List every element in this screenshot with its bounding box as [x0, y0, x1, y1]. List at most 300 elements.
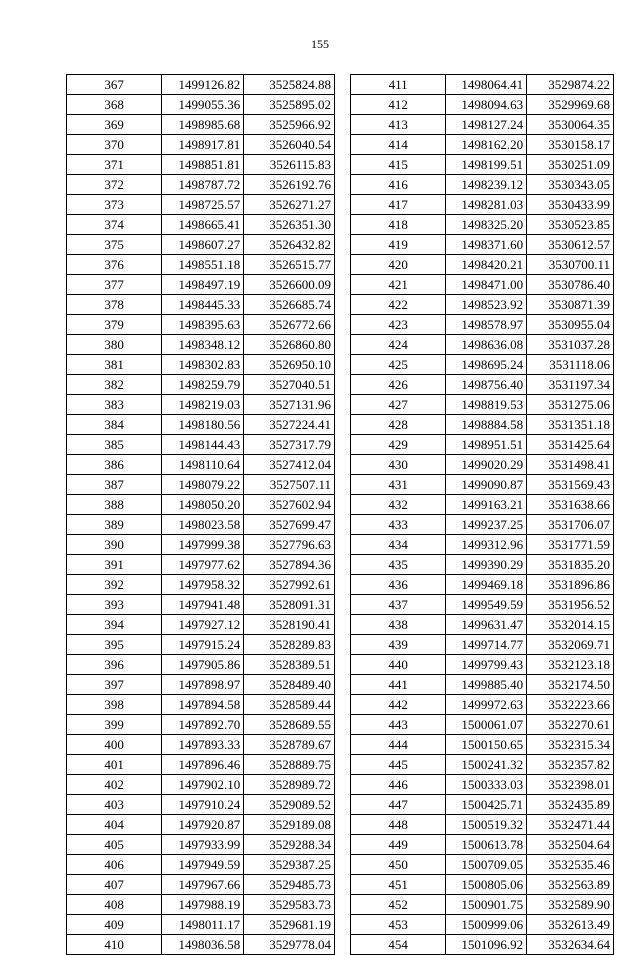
- point-number-cell: 399: [67, 715, 162, 735]
- x-coordinate-cell: 1498162.20: [446, 135, 527, 155]
- y-coordinate-cell: 3529089.52: [244, 795, 335, 815]
- x-coordinate-cell: 1498023.58: [162, 515, 244, 535]
- point-number-cell: 415: [351, 155, 446, 175]
- y-coordinate-cell: 3531956.52: [527, 595, 614, 615]
- x-coordinate-cell: 1499020.29: [446, 455, 527, 475]
- point-number-cell: 435: [351, 555, 446, 575]
- y-coordinate-cell: 3528989.72: [244, 775, 335, 795]
- y-coordinate-cell: 3531835.20: [527, 555, 614, 575]
- table-row: [67, 875, 335, 895]
- table-row: [351, 355, 614, 375]
- y-coordinate-cell: 3526600.09: [244, 275, 335, 295]
- x-coordinate-cell: 1497988.19: [162, 895, 244, 915]
- point-number-cell: 394: [67, 615, 162, 635]
- x-coordinate-cell: 1498497.19: [162, 275, 244, 295]
- table-row: [67, 595, 335, 615]
- point-number-cell: 453: [351, 915, 446, 935]
- table-row: [67, 95, 335, 115]
- y-coordinate-cell: 3527131.96: [244, 395, 335, 415]
- table-row: [67, 235, 335, 255]
- table-row: [351, 535, 614, 555]
- x-coordinate-cell: 1498064.41: [446, 75, 527, 95]
- y-coordinate-cell: 3532270.61: [527, 715, 614, 735]
- x-coordinate-cell: 1499163.21: [446, 495, 527, 515]
- point-number-cell: 422: [351, 295, 446, 315]
- x-coordinate-cell: 1500150.65: [446, 735, 527, 755]
- x-coordinate-cell: 1498985.68: [162, 115, 244, 135]
- point-number-cell: 431: [351, 475, 446, 495]
- y-coordinate-cell: 3530612.57: [527, 235, 614, 255]
- y-coordinate-cell: 3530786.40: [527, 275, 614, 295]
- y-coordinate-cell: 3526685.74: [244, 295, 335, 315]
- y-coordinate-cell: 3526040.54: [244, 135, 335, 155]
- y-coordinate-cell: 3529778.04: [244, 935, 335, 955]
- point-number-cell: 414: [351, 135, 446, 155]
- y-coordinate-cell: 3530064.35: [527, 115, 614, 135]
- table-row: [67, 555, 335, 575]
- y-coordinate-cell: 3526515.77: [244, 255, 335, 275]
- table-row: [67, 515, 335, 535]
- table-row: [67, 435, 335, 455]
- y-coordinate-cell: 3529387.25: [244, 855, 335, 875]
- point-number-cell: 370: [67, 135, 162, 155]
- y-coordinate-cell: 3527412.04: [244, 455, 335, 475]
- point-number-cell: 411: [351, 75, 446, 95]
- y-coordinate-cell: 3531771.59: [527, 535, 614, 555]
- point-number-cell: 449: [351, 835, 446, 855]
- table-row: [351, 215, 614, 235]
- x-coordinate-cell: 1499469.18: [446, 575, 527, 595]
- x-coordinate-cell: 1497894.58: [162, 695, 244, 715]
- y-coordinate-cell: 3529874.22: [527, 75, 614, 95]
- point-number-cell: 373: [67, 195, 162, 215]
- x-coordinate-cell: 1501096.92: [446, 935, 527, 955]
- x-coordinate-cell: 1498756.40: [446, 375, 527, 395]
- y-coordinate-cell: 3525824.88: [244, 75, 335, 95]
- x-coordinate-cell: 1498445.33: [162, 295, 244, 315]
- x-coordinate-cell: 1500425.71: [446, 795, 527, 815]
- table-row: [351, 935, 614, 955]
- table-row: [351, 655, 614, 675]
- point-number-cell: 426: [351, 375, 446, 395]
- y-coordinate-cell: 3530158.17: [527, 135, 614, 155]
- x-coordinate-cell: 1498011.17: [162, 915, 244, 935]
- x-coordinate-cell: 1497977.62: [162, 555, 244, 575]
- table-row: [351, 835, 614, 855]
- y-coordinate-cell: 3531569.43: [527, 475, 614, 495]
- y-coordinate-cell: 3532398.01: [527, 775, 614, 795]
- table-row: [351, 115, 614, 135]
- x-coordinate-cell: 1497905.86: [162, 655, 244, 675]
- y-coordinate-cell: 3528789.67: [244, 735, 335, 755]
- point-number-cell: 391: [67, 555, 162, 575]
- x-coordinate-cell: 1497892.70: [162, 715, 244, 735]
- x-coordinate-cell: 1498551.18: [162, 255, 244, 275]
- y-coordinate-cell: 3532471.44: [527, 815, 614, 835]
- y-coordinate-cell: 3526772.66: [244, 315, 335, 335]
- x-coordinate-cell: 1499312.96: [446, 535, 527, 555]
- table-row: [67, 295, 335, 315]
- table-row: [351, 555, 614, 575]
- table-row: [67, 715, 335, 735]
- x-coordinate-cell: 1498951.51: [446, 435, 527, 455]
- x-coordinate-cell: 1498695.24: [446, 355, 527, 375]
- table-row: [67, 575, 335, 595]
- y-coordinate-cell: 3532174.50: [527, 675, 614, 695]
- x-coordinate-cell: 1500241.32: [446, 755, 527, 775]
- y-coordinate-cell: 3532123.18: [527, 655, 614, 675]
- point-number-cell: 427: [351, 395, 446, 415]
- table-row: [351, 715, 614, 735]
- y-coordinate-cell: 3525895.02: [244, 95, 335, 115]
- table-row: [351, 195, 614, 215]
- table-row: [67, 455, 335, 475]
- table-row: [67, 195, 335, 215]
- x-coordinate-cell: 1498917.81: [162, 135, 244, 155]
- y-coordinate-cell: 3532535.46: [527, 855, 614, 875]
- x-coordinate-cell: 1500999.06: [446, 915, 527, 935]
- point-number-cell: 436: [351, 575, 446, 595]
- table-row: [67, 75, 335, 95]
- table-row: [351, 575, 614, 595]
- point-number-cell: 405: [67, 835, 162, 855]
- point-number-cell: 450: [351, 855, 446, 875]
- x-coordinate-cell: 1500901.75: [446, 895, 527, 915]
- table-row: [67, 395, 335, 415]
- table-row: [351, 495, 614, 515]
- point-number-cell: 447: [351, 795, 446, 815]
- table-row: [67, 335, 335, 355]
- y-coordinate-cell: 3529485.73: [244, 875, 335, 895]
- x-coordinate-cell: 1497967.66: [162, 875, 244, 895]
- table-row: [351, 875, 614, 895]
- y-coordinate-cell: 3527992.61: [244, 575, 335, 595]
- table-row: [67, 135, 335, 155]
- y-coordinate-cell: 3529681.19: [244, 915, 335, 935]
- point-number-cell: 432: [351, 495, 446, 515]
- x-coordinate-cell: 1498787.72: [162, 175, 244, 195]
- x-coordinate-cell: 1498395.63: [162, 315, 244, 335]
- table-row: [67, 615, 335, 635]
- table-row: [67, 895, 335, 915]
- y-coordinate-cell: 3530251.09: [527, 155, 614, 175]
- x-coordinate-cell: 1497902.10: [162, 775, 244, 795]
- x-coordinate-cell: 1500333.03: [446, 775, 527, 795]
- point-number-cell: 369: [67, 115, 162, 135]
- table-row: [351, 475, 614, 495]
- x-coordinate-cell: 1497910.24: [162, 795, 244, 815]
- coordinates-table-left: [66, 74, 335, 955]
- table-row: [351, 435, 614, 455]
- point-number-cell: 387: [67, 475, 162, 495]
- table-row: [67, 655, 335, 675]
- y-coordinate-cell: 3526115.83: [244, 155, 335, 175]
- y-coordinate-cell: 3526432.82: [244, 235, 335, 255]
- point-number-cell: 383: [67, 395, 162, 415]
- x-coordinate-cell: 1498259.79: [162, 375, 244, 395]
- point-number-cell: 386: [67, 455, 162, 475]
- x-coordinate-cell: 1498819.53: [446, 395, 527, 415]
- table-row: [351, 595, 614, 615]
- x-coordinate-cell: 1499972.63: [446, 695, 527, 715]
- x-coordinate-cell: 1500519.32: [446, 815, 527, 835]
- y-coordinate-cell: 3527040.51: [244, 375, 335, 395]
- x-coordinate-cell: 1499799.43: [446, 655, 527, 675]
- table-row: [351, 95, 614, 115]
- point-number-cell: 380: [67, 335, 162, 355]
- point-number-cell: 401: [67, 755, 162, 775]
- point-number-cell: 372: [67, 175, 162, 195]
- x-coordinate-cell: 1499090.87: [446, 475, 527, 495]
- table-row: [67, 915, 335, 935]
- table-row: [67, 175, 335, 195]
- x-coordinate-cell: 1497896.46: [162, 755, 244, 775]
- y-coordinate-cell: 3528689.55: [244, 715, 335, 735]
- point-number-cell: 424: [351, 335, 446, 355]
- point-number-cell: 444: [351, 735, 446, 755]
- y-coordinate-cell: 3528389.51: [244, 655, 335, 675]
- x-coordinate-cell: 1498371.60: [446, 235, 527, 255]
- y-coordinate-cell: 3532435.89: [527, 795, 614, 815]
- x-coordinate-cell: 1498050.20: [162, 495, 244, 515]
- table-row: [67, 855, 335, 875]
- point-number-cell: 416: [351, 175, 446, 195]
- table-row: [351, 375, 614, 395]
- point-number-cell: 376: [67, 255, 162, 275]
- x-coordinate-cell: 1500061.07: [446, 715, 527, 735]
- y-coordinate-cell: 3531706.07: [527, 515, 614, 535]
- table-row: [351, 615, 614, 635]
- table-row: [351, 455, 614, 475]
- point-number-cell: 412: [351, 95, 446, 115]
- point-number-cell: 418: [351, 215, 446, 235]
- point-number-cell: 382: [67, 375, 162, 395]
- y-coordinate-cell: 3527317.79: [244, 435, 335, 455]
- point-number-cell: 404: [67, 815, 162, 835]
- point-number-cell: 417: [351, 195, 446, 215]
- table-row: [351, 755, 614, 775]
- y-coordinate-cell: 3526351.30: [244, 215, 335, 235]
- point-number-cell: 425: [351, 355, 446, 375]
- table-row: [67, 815, 335, 835]
- point-number-cell: 413: [351, 115, 446, 135]
- point-number-cell: 377: [67, 275, 162, 295]
- x-coordinate-cell: 1497958.32: [162, 575, 244, 595]
- y-coordinate-cell: 3531638.66: [527, 495, 614, 515]
- point-number-cell: 409: [67, 915, 162, 935]
- point-number-cell: 389: [67, 515, 162, 535]
- table-row: [351, 175, 614, 195]
- x-coordinate-cell: 1499549.59: [446, 595, 527, 615]
- x-coordinate-cell: 1500709.05: [446, 855, 527, 875]
- y-coordinate-cell: 3526192.76: [244, 175, 335, 195]
- y-coordinate-cell: 3526950.10: [244, 355, 335, 375]
- x-coordinate-cell: 1498302.83: [162, 355, 244, 375]
- x-coordinate-cell: 1498219.03: [162, 395, 244, 415]
- y-coordinate-cell: 3530871.39: [527, 295, 614, 315]
- x-coordinate-cell: 1499631.47: [446, 615, 527, 635]
- y-coordinate-cell: 3528091.31: [244, 595, 335, 615]
- x-coordinate-cell: 1499390.29: [446, 555, 527, 575]
- x-coordinate-cell: 1498523.92: [446, 295, 527, 315]
- x-coordinate-cell: 1499714.77: [446, 635, 527, 655]
- point-number-cell: 397: [67, 675, 162, 695]
- x-coordinate-cell: 1499237.25: [446, 515, 527, 535]
- point-number-cell: 388: [67, 495, 162, 515]
- point-number-cell: 398: [67, 695, 162, 715]
- point-number-cell: 392: [67, 575, 162, 595]
- x-coordinate-cell: 1498036.58: [162, 935, 244, 955]
- y-coordinate-cell: 3530700.11: [527, 255, 614, 275]
- x-coordinate-cell: 1498239.12: [446, 175, 527, 195]
- x-coordinate-cell: 1497933.99: [162, 835, 244, 855]
- x-coordinate-cell: 1498725.57: [162, 195, 244, 215]
- y-coordinate-cell: 3528589.44: [244, 695, 335, 715]
- point-number-cell: 443: [351, 715, 446, 735]
- x-coordinate-cell: 1498199.51: [446, 155, 527, 175]
- x-coordinate-cell: 1499885.40: [446, 675, 527, 695]
- table-row: [351, 395, 614, 415]
- y-coordinate-cell: 3527894.36: [244, 555, 335, 575]
- table-row: [67, 635, 335, 655]
- table-row: [351, 235, 614, 255]
- point-number-cell: 437: [351, 595, 446, 615]
- table-row: [351, 695, 614, 715]
- x-coordinate-cell: 1497893.33: [162, 735, 244, 755]
- x-coordinate-cell: 1498325.20: [446, 215, 527, 235]
- y-coordinate-cell: 3532069.71: [527, 635, 614, 655]
- table-row: [351, 135, 614, 155]
- table-row: [351, 855, 614, 875]
- point-number-cell: 438: [351, 615, 446, 635]
- point-number-cell: 441: [351, 675, 446, 695]
- y-coordinate-cell: 3527796.63: [244, 535, 335, 555]
- x-coordinate-cell: 1497920.87: [162, 815, 244, 835]
- x-coordinate-cell: 1497915.24: [162, 635, 244, 655]
- y-coordinate-cell: 3526860.80: [244, 335, 335, 355]
- y-coordinate-cell: 3528889.75: [244, 755, 335, 775]
- table-row: [67, 475, 335, 495]
- y-coordinate-cell: 3532504.64: [527, 835, 614, 855]
- x-coordinate-cell: 1499126.82: [162, 75, 244, 95]
- point-number-cell: 446: [351, 775, 446, 795]
- y-coordinate-cell: 3532634.64: [527, 935, 614, 955]
- point-number-cell: 379: [67, 315, 162, 335]
- x-coordinate-cell: 1498348.12: [162, 335, 244, 355]
- point-number-cell: 433: [351, 515, 446, 535]
- table-row: [351, 275, 614, 295]
- coordinates-table-right: [350, 74, 614, 955]
- table-row: [67, 935, 335, 955]
- x-coordinate-cell: 1498471.00: [446, 275, 527, 295]
- table-row: [351, 675, 614, 695]
- table-row: [351, 295, 614, 315]
- y-coordinate-cell: 3525966.92: [244, 115, 335, 135]
- table-row: [67, 215, 335, 235]
- point-number-cell: 403: [67, 795, 162, 815]
- table-row: [67, 415, 335, 435]
- x-coordinate-cell: 1498665.41: [162, 215, 244, 235]
- y-coordinate-cell: 3531037.28: [527, 335, 614, 355]
- table-row: [67, 155, 335, 175]
- x-coordinate-cell: 1497898.97: [162, 675, 244, 695]
- x-coordinate-cell: 1500805.06: [446, 875, 527, 895]
- point-number-cell: 448: [351, 815, 446, 835]
- point-number-cell: 390: [67, 535, 162, 555]
- point-number-cell: 367: [67, 75, 162, 95]
- table-row: [67, 255, 335, 275]
- y-coordinate-cell: 3529969.68: [527, 95, 614, 115]
- y-coordinate-cell: 3528289.83: [244, 635, 335, 655]
- table-row: [67, 775, 335, 795]
- x-coordinate-cell: 1498110.64: [162, 455, 244, 475]
- y-coordinate-cell: 3529583.73: [244, 895, 335, 915]
- point-number-cell: 400: [67, 735, 162, 755]
- table-row: [351, 635, 614, 655]
- table-row: [351, 735, 614, 755]
- table-row: [67, 495, 335, 515]
- table-row: [67, 695, 335, 715]
- x-coordinate-cell: 1498851.81: [162, 155, 244, 175]
- point-number-cell: 452: [351, 895, 446, 915]
- y-coordinate-cell: 3532014.15: [527, 615, 614, 635]
- y-coordinate-cell: 3532315.34: [527, 735, 614, 755]
- x-coordinate-cell: 1498607.27: [162, 235, 244, 255]
- x-coordinate-cell: 1499055.36: [162, 95, 244, 115]
- y-coordinate-cell: 3528190.41: [244, 615, 335, 635]
- y-coordinate-cell: 3532589.90: [527, 895, 614, 915]
- point-number-cell: 419: [351, 235, 446, 255]
- y-coordinate-cell: 3531896.86: [527, 575, 614, 595]
- table-row: [67, 835, 335, 855]
- point-number-cell: 421: [351, 275, 446, 295]
- y-coordinate-cell: 3531425.64: [527, 435, 614, 455]
- point-number-cell: 420: [351, 255, 446, 275]
- y-coordinate-cell: 3527699.47: [244, 515, 335, 535]
- point-number-cell: 423: [351, 315, 446, 335]
- point-number-cell: 385: [67, 435, 162, 455]
- x-coordinate-cell: 1497999.38: [162, 535, 244, 555]
- table-row: [67, 755, 335, 775]
- point-number-cell: 439: [351, 635, 446, 655]
- table-row: [351, 75, 614, 95]
- x-coordinate-cell: 1498127.24: [446, 115, 527, 135]
- table-row: [351, 795, 614, 815]
- y-coordinate-cell: 3530523.85: [527, 215, 614, 235]
- table-row: [351, 415, 614, 435]
- y-coordinate-cell: 3531275.06: [527, 395, 614, 415]
- x-coordinate-cell: 1497949.59: [162, 855, 244, 875]
- table-row: [351, 315, 614, 335]
- x-coordinate-cell: 1498180.56: [162, 415, 244, 435]
- x-coordinate-cell: 1498144.43: [162, 435, 244, 455]
- point-number-cell: 451: [351, 875, 446, 895]
- y-coordinate-cell: 3532223.66: [527, 695, 614, 715]
- point-number-cell: 410: [67, 935, 162, 955]
- x-coordinate-cell: 1498281.03: [446, 195, 527, 215]
- y-coordinate-cell: 3530955.04: [527, 315, 614, 335]
- point-number-cell: 430: [351, 455, 446, 475]
- table-row: [67, 795, 335, 815]
- x-coordinate-cell: 1498578.97: [446, 315, 527, 335]
- table-row: [351, 815, 614, 835]
- point-number-cell: 384: [67, 415, 162, 435]
- y-coordinate-cell: 3530433.99: [527, 195, 614, 215]
- point-number-cell: 442: [351, 695, 446, 715]
- point-number-cell: 408: [67, 895, 162, 915]
- point-number-cell: 406: [67, 855, 162, 875]
- y-coordinate-cell: 3529189.08: [244, 815, 335, 835]
